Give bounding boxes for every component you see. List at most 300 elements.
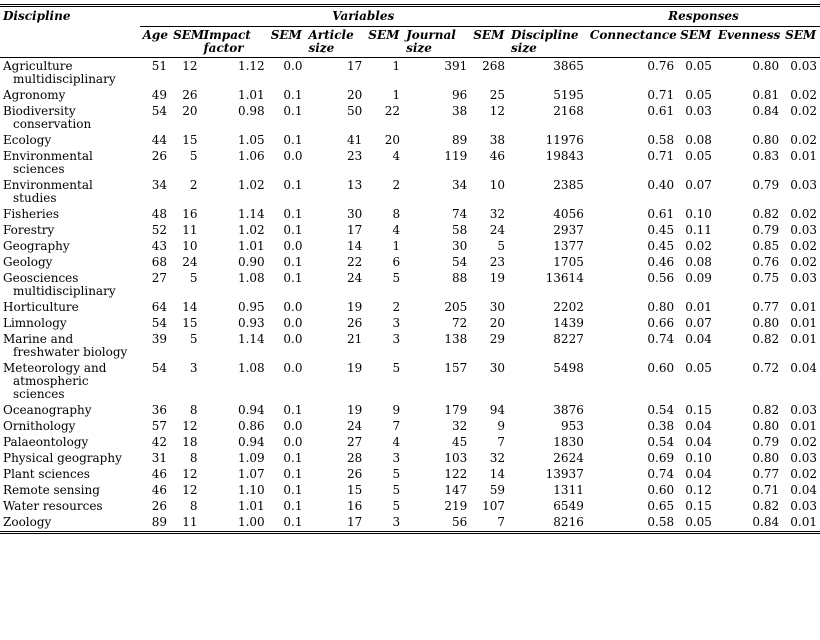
discipline-name-line: Geology — [3, 255, 53, 269]
cell-value: 22 — [347, 255, 363, 269]
cell-value: 54 — [151, 361, 168, 375]
cell-value: 0.84 — [715, 514, 782, 533]
cell-value: 5 — [392, 361, 401, 375]
discipline-name-line: multidisciplinary — [13, 284, 116, 298]
cell-value: 0.02 — [790, 255, 817, 269]
cell-value: 16 — [347, 499, 363, 513]
cell-value: 0.98 — [237, 104, 265, 118]
cell-value: 3 — [392, 451, 401, 465]
cell-value: 48 — [151, 207, 168, 221]
cell-value: 16 — [182, 207, 198, 221]
cell-value: 0.76 — [752, 255, 780, 269]
cell-value: 39 — [151, 332, 168, 346]
cell-value: 0.03 — [790, 451, 817, 465]
column-header — [201, 27, 268, 58]
cell-value: 0.08 — [685, 133, 712, 147]
cell-value: 15 — [182, 133, 198, 147]
column-header-line: Evenness — [717, 28, 781, 42]
discipline-name-line: Physical geography — [3, 451, 122, 465]
table-row — [0, 177, 820, 206]
cell-value: 1.01 — [237, 88, 265, 102]
data-table — [0, 4, 820, 534]
cell-value: 42 — [151, 435, 168, 449]
cell-value: 0.01 — [790, 332, 817, 346]
discipline-name — [0, 58, 140, 88]
cell-value: 0.04 — [685, 467, 712, 481]
column-header-line: Connectance — [589, 28, 677, 42]
cell-value: 22 — [384, 104, 401, 118]
cell-value: 0.1 — [283, 403, 303, 417]
cell-value: 52 — [151, 223, 168, 237]
cell-value: 122 — [444, 467, 468, 481]
cell-value: 0.1 — [283, 207, 303, 221]
cell-value: 6 — [392, 255, 401, 269]
cell-value: 0.02 — [685, 239, 712, 253]
cell-value: 94 — [489, 403, 506, 417]
cell-value: 28 — [347, 451, 363, 465]
cell-value: 0.09 — [685, 271, 712, 285]
cell-value: 1.01 — [237, 499, 265, 513]
cell-value: 0.1 — [283, 178, 303, 192]
cell-value: 51 — [151, 59, 168, 73]
column-header-row — [0, 27, 820, 58]
cell-value: 1705 — [553, 255, 584, 269]
cell-value: 0.02 — [790, 104, 817, 118]
column-header-line: Impact — [203, 28, 251, 42]
cell-value: 20 — [347, 88, 363, 102]
cell-value: 5195 — [553, 88, 584, 102]
cell-value: 0.12 — [685, 483, 712, 497]
discipline-name-line: sciences — [13, 162, 65, 176]
table-row — [0, 434, 820, 450]
cell-value: 13 — [347, 178, 363, 192]
cell-value: 12 — [182, 59, 198, 73]
cell-value: 58 — [451, 223, 468, 237]
discipline-name-line: Agriculture — [3, 59, 73, 73]
cell-value: 0.82 — [752, 207, 780, 221]
column-header-line: size — [406, 41, 432, 55]
cell-value: 0.01 — [782, 514, 820, 533]
cell-value: 0.05 — [685, 59, 712, 73]
cell-value: 14 — [182, 300, 198, 314]
cell-value: 0.1 — [268, 514, 306, 533]
cell-value: 0.94 — [237, 403, 265, 417]
cell-value: 1.14 — [237, 332, 265, 346]
cell-value: 38 — [451, 104, 468, 118]
cell-value: 14 — [489, 467, 506, 481]
discipline-name — [0, 418, 140, 434]
cell-value: 7 — [497, 435, 506, 449]
cell-value: 0.69 — [647, 451, 675, 465]
cell-value: 19 — [347, 361, 363, 375]
cell-value: 5498 — [553, 361, 584, 375]
cell-value: 27 — [151, 271, 168, 285]
cell-value: 0.81 — [752, 88, 780, 102]
discipline-name — [0, 434, 140, 450]
column-header-line: SEM — [173, 28, 205, 42]
cell-value: 46 — [151, 467, 168, 481]
cell-value: 5 — [497, 239, 506, 253]
discipline-name — [0, 148, 140, 177]
discipline-name-line: Environmental — [3, 149, 93, 163]
column-header — [677, 27, 715, 58]
table-row — [0, 254, 820, 270]
column-header — [508, 27, 587, 58]
cell-value: 1.01 — [237, 239, 265, 253]
discipline-name-line: Remote sensing — [3, 483, 100, 497]
cell-value: 29 — [489, 332, 506, 346]
cell-value: 0.05 — [677, 514, 715, 533]
cell-value: 0.83 — [752, 149, 780, 163]
cell-value: 17 — [347, 59, 363, 73]
column-header — [470, 27, 508, 58]
table-row — [0, 87, 820, 103]
cell-value: 0.71 — [647, 149, 675, 163]
cell-value: 44 — [151, 133, 168, 147]
cell-value: 19 — [347, 300, 363, 314]
discipline-name-line: Biodiversity — [3, 104, 76, 118]
cell-value: 179 — [444, 403, 468, 417]
cell-value: 34 — [151, 178, 168, 192]
cell-value: 0.79 — [752, 178, 780, 192]
cell-value: 0.71 — [647, 88, 675, 102]
cell-value: 8 — [189, 499, 198, 513]
cell-value: 15 — [182, 316, 198, 330]
cell-value: 0.58 — [587, 514, 677, 533]
cell-value: 24 — [347, 271, 363, 285]
cell-value: 0.77 — [752, 300, 780, 314]
cell-value: 4 — [392, 435, 401, 449]
cell-value: 30 — [489, 361, 506, 375]
cell-value: 7 — [470, 514, 508, 533]
discipline-name-line: Palaeontology — [3, 435, 89, 449]
cell-value: 2168 — [553, 104, 584, 118]
cell-value: 0.54 — [647, 403, 675, 417]
cell-value: 2385 — [553, 178, 584, 192]
cell-value: 0.82 — [752, 499, 780, 513]
cell-value: 74 — [451, 207, 468, 221]
cell-value: 0.03 — [790, 403, 817, 417]
cell-value: 0.04 — [685, 332, 712, 346]
cell-value: 36 — [151, 403, 168, 417]
cell-value: 89 — [140, 514, 170, 533]
column-header-line: SEM — [680, 28, 712, 42]
discipline-name-line: Ecology — [3, 133, 52, 147]
column-header-line: Article — [308, 28, 354, 42]
cell-value: 19 — [347, 403, 363, 417]
discipline-name — [0, 270, 140, 299]
cell-value: 953 — [560, 419, 584, 433]
column-header — [140, 27, 170, 58]
cell-value: 17 — [305, 514, 365, 533]
cell-value: 0.10 — [685, 451, 712, 465]
discipline-name-line: freshwater biology — [13, 345, 128, 359]
cell-value: 0.1 — [283, 223, 303, 237]
discipline-name-line: Environmental — [3, 178, 93, 192]
cell-value: 0.45 — [647, 223, 675, 237]
discipline-name — [0, 402, 140, 418]
cell-value: 0.1 — [283, 467, 303, 481]
cell-value: 0.0 — [283, 361, 303, 375]
cell-value: 54 — [451, 255, 468, 269]
cell-value: 0.01 — [790, 316, 817, 330]
cell-value: 8216 — [508, 514, 587, 533]
cell-value: 1.02 — [237, 223, 265, 237]
cell-value: 0.0 — [283, 239, 303, 253]
cell-value: 41 — [347, 133, 363, 147]
cell-value: 0.04 — [790, 361, 817, 375]
column-header-line: Age — [142, 28, 168, 42]
cell-value: 103 — [444, 451, 468, 465]
cell-value: 30 — [451, 239, 468, 253]
table-row — [0, 360, 820, 402]
cell-value: 0.01 — [790, 419, 817, 433]
discipline-name — [0, 498, 140, 514]
cell-value: 26 — [151, 149, 168, 163]
cell-value: 0.77 — [752, 467, 780, 481]
cell-value: 0.1 — [283, 88, 303, 102]
cell-value: 157 — [444, 361, 468, 375]
table-row — [0, 315, 820, 331]
cell-value: 1.09 — [237, 451, 265, 465]
cell-value: 64 — [151, 300, 168, 314]
cell-value: 38 — [489, 133, 506, 147]
cell-value: 12 — [182, 483, 198, 497]
cell-value: 1 — [392, 239, 401, 253]
cell-value: 0.74 — [647, 467, 675, 481]
cell-value: 1.14 — [237, 207, 265, 221]
cell-value: 56 — [403, 514, 470, 533]
discipline-name-line: Geography — [3, 239, 70, 253]
table-row — [0, 514, 820, 533]
cell-value: 119 — [444, 149, 468, 163]
cell-value: 2624 — [553, 451, 584, 465]
cell-value: 1.08 — [237, 361, 265, 375]
cell-value: 0.0 — [283, 316, 303, 330]
cell-value: 32 — [489, 207, 506, 221]
discipline-name-line: Meteorology and — [3, 361, 107, 375]
table-row — [0, 58, 820, 88]
cell-value: 5 — [189, 271, 198, 285]
cell-value: 0.0 — [283, 59, 303, 73]
cell-value: 0.03 — [790, 223, 817, 237]
column-header-line: Discipline — [511, 28, 579, 42]
column-header-line: SEM — [785, 28, 817, 42]
cell-value: 32 — [451, 419, 468, 433]
cell-value: 14 — [347, 239, 363, 253]
discipline-name-line: multidisciplinary — [13, 72, 116, 86]
cell-value: 24 — [347, 419, 363, 433]
discipline-name — [0, 466, 140, 482]
discipline-name-line: Fisheries — [3, 207, 59, 221]
cell-value: 1 — [392, 59, 401, 73]
cell-value: 8 — [189, 403, 198, 417]
cell-value: 0.01 — [685, 300, 712, 314]
cell-value: 24 — [182, 255, 198, 269]
cell-value: 0.1 — [283, 104, 303, 118]
cell-value: 21 — [347, 332, 363, 346]
cell-value: 26 — [182, 88, 198, 102]
cell-value: 20 — [384, 133, 401, 147]
discipline-name-line: Marine and — [3, 332, 74, 346]
cell-value: 0.15 — [685, 499, 712, 513]
cell-value: 0.79 — [752, 435, 780, 449]
discipline-name — [0, 514, 140, 533]
cell-value: 0.0 — [283, 332, 303, 346]
cell-value: 5 — [392, 499, 401, 513]
cell-value: 0.71 — [752, 483, 780, 497]
cell-value: 0.86 — [237, 419, 265, 433]
discipline-name-line: sciences — [13, 387, 65, 401]
cell-value: 10 — [489, 178, 506, 192]
cell-value: 0.0 — [283, 419, 303, 433]
column-header — [782, 27, 820, 58]
cell-value: 3 — [189, 361, 198, 375]
cell-value: 107 — [482, 499, 506, 513]
cell-value: 268 — [482, 59, 506, 73]
cell-value: 0.01 — [790, 300, 817, 314]
cell-value: 13937 — [545, 467, 584, 481]
cell-value: 1377 — [553, 239, 584, 253]
discipline-name-line: Forestry — [3, 223, 55, 237]
discipline-name-line: studies — [13, 191, 57, 205]
discipline-name-line: Zoology — [3, 515, 52, 529]
discipline-name-line: Agronomy — [3, 88, 66, 102]
cell-value: 0.07 — [685, 316, 712, 330]
table-row — [0, 222, 820, 238]
cell-value: 1.05 — [237, 133, 265, 147]
cell-value: 0.04 — [685, 419, 712, 433]
cell-value: 0.02 — [790, 239, 817, 253]
table-row — [0, 206, 820, 222]
cell-value: 23 — [489, 255, 506, 269]
cell-value: 49 — [151, 88, 168, 102]
cell-value: 45 — [451, 435, 468, 449]
discipline-name-line: Water resources — [3, 499, 103, 513]
cell-value: 0.58 — [647, 133, 675, 147]
table-row — [0, 450, 820, 466]
group-header-row — [0, 6, 820, 27]
cell-value: 1.02 — [237, 178, 265, 192]
table-row — [0, 331, 820, 360]
cell-value: 68 — [151, 255, 168, 269]
column-header — [170, 27, 205, 58]
cell-value: 10 — [182, 239, 198, 253]
column-header-line: size — [511, 41, 537, 55]
cell-value: 1.00 — [201, 514, 268, 533]
cell-value: 7 — [392, 419, 401, 433]
discipline-name — [0, 450, 140, 466]
cell-value: 0.75 — [752, 271, 780, 285]
cell-value: 0.94 — [237, 435, 265, 449]
cell-value: 3876 — [553, 403, 584, 417]
cell-value: 46 — [151, 483, 168, 497]
cell-value: 0.02 — [790, 88, 817, 102]
cell-value: 3865 — [553, 59, 584, 73]
cell-value: 205 — [444, 300, 468, 314]
cell-value: 8227 — [553, 332, 584, 346]
cell-value: 0.80 — [752, 451, 780, 465]
cell-value: 0.80 — [752, 316, 780, 330]
column-header-line: size — [308, 41, 335, 55]
cell-value: 4 — [392, 223, 401, 237]
column-header-line: SEM — [473, 28, 505, 42]
cell-value: 0.10 — [685, 207, 712, 221]
cell-value: 20 — [489, 316, 506, 330]
cell-value: 3 — [392, 332, 401, 346]
cell-value: 0.60 — [647, 361, 675, 375]
cell-value: 24 — [489, 223, 506, 237]
cell-value: 0.76 — [647, 59, 675, 73]
cell-value: 11 — [182, 223, 198, 237]
cell-value: 0.82 — [752, 403, 780, 417]
cell-value: 5 — [392, 467, 401, 481]
cell-value: 5 — [189, 149, 198, 163]
discipline-name — [0, 132, 140, 148]
table-row — [0, 270, 820, 299]
cell-value: 0.1 — [283, 255, 303, 269]
cell-value: 89 — [451, 133, 468, 147]
table-row — [0, 299, 820, 315]
table-row — [0, 498, 820, 514]
discipline-name-line: conservation — [13, 117, 92, 131]
discipline-name-line: Limnology — [3, 316, 67, 330]
cell-value: 11 — [170, 514, 200, 533]
cell-value: 0.05 — [685, 88, 712, 102]
cell-value: 5 — [189, 332, 198, 346]
cell-value: 0.38 — [647, 419, 675, 433]
cell-value: 219 — [444, 499, 468, 513]
discipline-name — [0, 87, 140, 103]
responses-header: Responses — [587, 6, 820, 27]
cell-value: 54 — [151, 316, 168, 330]
discipline-name-line: Horticulture — [3, 300, 79, 314]
cell-value: 0.08 — [685, 255, 712, 269]
cell-value: 1.06 — [237, 149, 265, 163]
cell-value: 0.40 — [647, 178, 675, 192]
cell-value: 54 — [151, 104, 168, 118]
discipline-name-line: Geosciences — [3, 271, 79, 285]
cell-value: 2202 — [553, 300, 584, 314]
cell-value: 138 — [444, 332, 468, 346]
cell-value: 19 — [489, 271, 506, 285]
table-row — [0, 482, 820, 498]
discipline-header: Discipline — [0, 6, 140, 27]
cell-value: 0.56 — [647, 271, 675, 285]
discipline-name — [0, 177, 140, 206]
cell-value: 19843 — [545, 149, 584, 163]
discipline-name — [0, 206, 140, 222]
cell-value: 0.60 — [647, 483, 675, 497]
column-header-blank — [0, 27, 140, 58]
cell-value: 9 — [497, 419, 506, 433]
cell-value: 0.02 — [790, 467, 817, 481]
cell-value: 3 — [392, 316, 401, 330]
cell-value: 1439 — [553, 316, 584, 330]
table-row — [0, 418, 820, 434]
cell-value: 0.04 — [685, 435, 712, 449]
table-row — [0, 103, 820, 132]
discipline-name-line: atmospheric — [13, 374, 89, 388]
cell-value: 17 — [347, 223, 363, 237]
cell-value: 2937 — [553, 223, 584, 237]
cell-value: 57 — [151, 419, 168, 433]
cell-value: 0.05 — [685, 149, 712, 163]
cell-value: 147 — [444, 483, 468, 497]
column-header-line: Journal — [406, 28, 456, 42]
cell-value: 11976 — [545, 133, 584, 147]
cell-value: 0.93 — [237, 316, 265, 330]
